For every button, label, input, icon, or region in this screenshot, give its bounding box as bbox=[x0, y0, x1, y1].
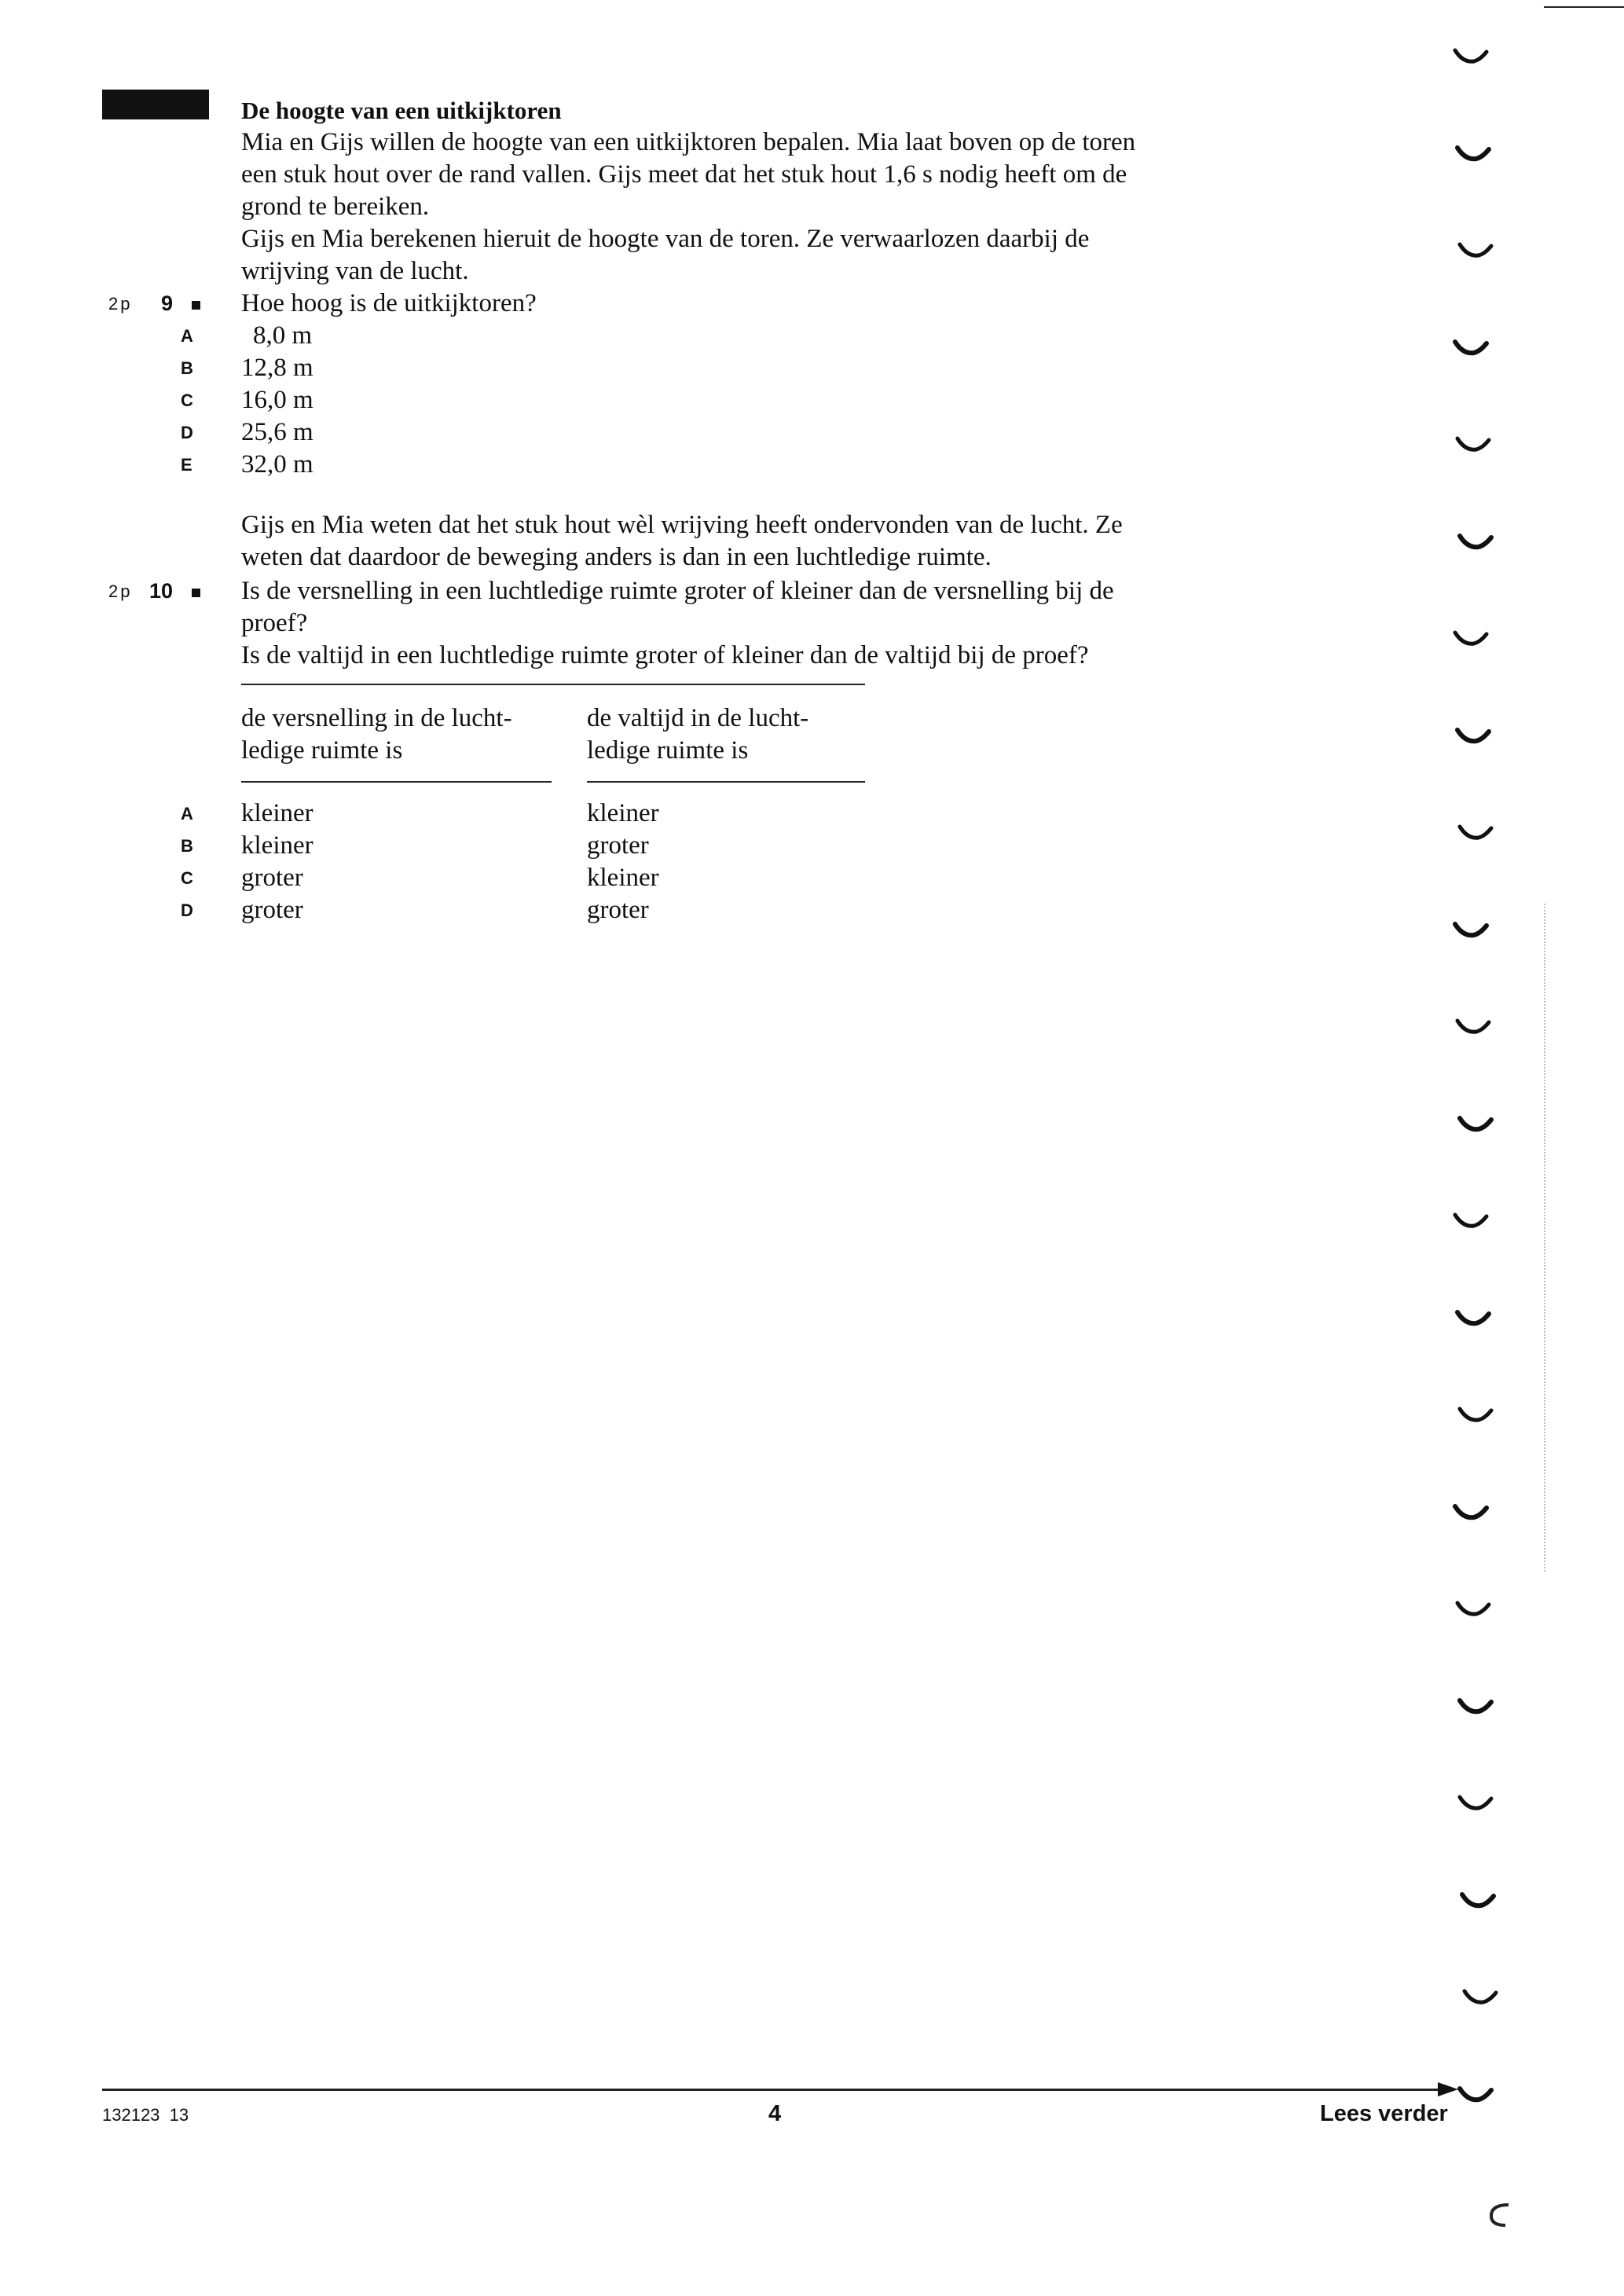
q9-points: 2p bbox=[108, 294, 133, 314]
option-text: 25,6 m bbox=[241, 418, 313, 446]
table-header-col1 bbox=[241, 702, 512, 767]
q10-intro-line: weten dat daardoor de beweging anders is dan in een luchtledige ruimte. bbox=[241, 543, 992, 571]
section-intro bbox=[241, 127, 1135, 288]
header-line: de versnelling in de lucht- bbox=[241, 704, 512, 732]
binding-hole-mark bbox=[1454, 1598, 1494, 1622]
binding-hole-mark bbox=[1457, 1404, 1496, 1428]
binding-hole-mark bbox=[1461, 1986, 1501, 2010]
option-letter: D bbox=[181, 423, 193, 442]
q9-option-a[interactable] bbox=[181, 320, 731, 352]
option-letter: A bbox=[181, 804, 193, 823]
option-col2: kleiner bbox=[587, 799, 659, 827]
q10-points: 2p bbox=[108, 581, 133, 601]
intro-line: grond te bereiken. bbox=[241, 193, 430, 221]
intro-line: een stuk hout over de rand vallen. Gijs meet dat het stuk hout 1,6 s nodig heeft om de bbox=[241, 160, 1127, 189]
q9-question-text: Hoe hoog is de uitkijktoren? bbox=[241, 289, 537, 317]
binding-hole-mark bbox=[1452, 1210, 1491, 1234]
q10-number: 10 bbox=[148, 579, 173, 603]
arrow-right-icon bbox=[1438, 2080, 1458, 2099]
binding-hole-mark bbox=[1459, 1890, 1498, 1913]
footer-page-number: 4 bbox=[768, 2101, 782, 2126]
q10-question-text bbox=[241, 575, 1114, 672]
section-marker-block bbox=[102, 90, 209, 119]
q9-option-d[interactable] bbox=[181, 416, 731, 449]
margin-dotted-rule bbox=[1544, 904, 1545, 1572]
binding-hole-mark bbox=[1452, 46, 1491, 69]
binding-hole-mark bbox=[1457, 2084, 1496, 2107]
q10-question-line: Is de versnelling in een luchtledige ruimte groter of kleiner dan de versnelling bij de bbox=[241, 577, 1114, 605]
q10-options bbox=[181, 798, 888, 926]
q10-option-c[interactable] bbox=[181, 862, 888, 894]
option-col1: groter bbox=[241, 896, 303, 924]
option-letter: B bbox=[181, 836, 193, 856]
footer-continue: Lees verder bbox=[1320, 2101, 1448, 2126]
binding-hole-mark bbox=[1457, 1696, 1496, 1719]
q10-option-b[interactable] bbox=[181, 830, 888, 862]
option-letter: E bbox=[181, 455, 192, 475]
binding-hole-mark bbox=[1457, 1792, 1496, 1816]
binding-hole-mark bbox=[1454, 1308, 1494, 1331]
q9-options bbox=[181, 320, 731, 481]
q10-question-line: proef? bbox=[241, 609, 308, 637]
binding-hole-mark bbox=[1454, 725, 1494, 749]
q9-option-e[interactable] bbox=[181, 449, 731, 481]
q9-option-b[interactable] bbox=[181, 352, 731, 384]
table-header-col2 bbox=[587, 702, 808, 767]
option-letter: A bbox=[181, 326, 193, 346]
option-text: 8,0 m bbox=[253, 321, 313, 350]
q9-number: 9 bbox=[160, 292, 173, 315]
option-letter: B bbox=[181, 358, 193, 378]
intro-line: wrijving van de lucht. bbox=[241, 257, 469, 285]
option-letter: C bbox=[181, 868, 193, 888]
option-text: 32,0 m bbox=[241, 450, 313, 479]
option-col1: kleiner bbox=[241, 799, 313, 827]
q10-bullet-square bbox=[192, 589, 200, 597]
section-title: De hoogte van een uitkijktoren bbox=[241, 97, 562, 124]
q10-option-d[interactable] bbox=[181, 894, 888, 926]
footer-rule bbox=[102, 2089, 1450, 2091]
option-col2: kleiner bbox=[587, 864, 659, 892]
option-col2: groter bbox=[587, 896, 649, 924]
q10-question-line: Is de valtijd in een luchtledige ruimte groter of kleiner dan de valtijd bij de proef? bbox=[241, 641, 1089, 669]
q10-intro-line: Gijs en Mia weten dat het stuk hout wèl wrijving heeft ondervonden van de lucht. Ze bbox=[241, 511, 1123, 539]
footer-code: 132123 13 bbox=[102, 2105, 189, 2125]
table-header-rule-col2 bbox=[587, 781, 865, 783]
binding-hole-mark bbox=[1452, 919, 1491, 943]
scan-artifact-mark bbox=[1485, 2200, 1524, 2232]
option-text: 12,8 m bbox=[241, 354, 313, 382]
binding-hole-mark bbox=[1452, 1502, 1491, 1525]
option-col2: groter bbox=[587, 831, 649, 860]
table-header-rule-col1 bbox=[241, 781, 552, 783]
option-letter: C bbox=[181, 391, 193, 410]
binding-hole-mark bbox=[1457, 1113, 1496, 1137]
binding-hole-mark bbox=[1457, 531, 1496, 555]
binding-hole-mark bbox=[1452, 337, 1491, 361]
q9-bullet-square bbox=[192, 301, 200, 310]
q10-option-a[interactable] bbox=[181, 798, 888, 830]
binding-hole-mark bbox=[1452, 628, 1491, 651]
binding-hole-mark bbox=[1457, 240, 1496, 263]
intro-line: Mia en Gijs willen de hoogte van een uitkijktoren bepalen. Mia laat boven op de toren bbox=[241, 128, 1136, 156]
top-right-edge-line bbox=[1544, 6, 1624, 8]
header-line: de valtijd in de lucht- bbox=[587, 704, 809, 732]
option-col1: groter bbox=[241, 864, 303, 892]
option-letter: D bbox=[181, 900, 193, 920]
binding-hole-mark bbox=[1457, 822, 1496, 845]
header-line: ledige ruimte is bbox=[587, 736, 749, 765]
table-top-rule bbox=[241, 684, 865, 685]
binding-hole-mark bbox=[1454, 434, 1494, 457]
option-col1: kleiner bbox=[241, 831, 313, 860]
intro-line: Gijs en Mia berekenen hieruit de hoogte van de toren. Ze verwaarlozen daarbij de bbox=[241, 225, 1090, 253]
binding-hole-mark bbox=[1454, 1016, 1494, 1040]
q9-option-c[interactable] bbox=[181, 384, 731, 416]
header-line: ledige ruimte is bbox=[241, 736, 403, 765]
option-text: 16,0 m bbox=[241, 386, 313, 414]
q10-intro bbox=[241, 509, 1123, 574]
binding-hole-mark bbox=[1454, 143, 1494, 167]
